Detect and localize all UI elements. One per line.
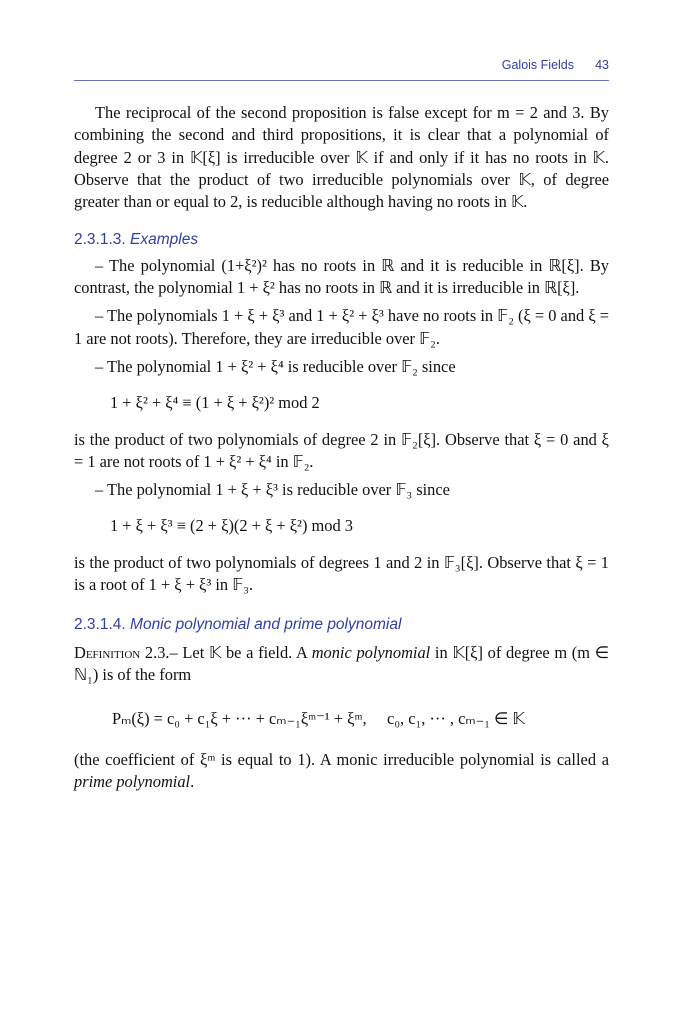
section-title: Monic polynomial and prime polynomial: [130, 616, 402, 634]
definition-text-start: Let 𝕂 be a field. A: [177, 642, 312, 662]
closing-text-end: .: [190, 771, 195, 791]
section-number: 2.3.1.4.: [74, 616, 126, 634]
definition-text-end: in 𝕂[ξ] of degree m (m ∈ ℕ₁) is of the form: [74, 642, 609, 684]
definition-number: 2.3.–: [140, 642, 178, 662]
section-heading-monic: [74, 614, 609, 636]
section-number: 2.3.1.3.: [74, 231, 126, 249]
closing-text-start: (the coefficient of ξᵐ is equal to 1). A monic irreducible polynomial is called a: [74, 749, 609, 769]
section-heading-examples: [74, 229, 609, 251]
example-4-formula: 1 + ξ + ξ³ ≡ (2 + ξ)(2 + ξ + ξ²) mod 3: [110, 516, 353, 536]
example-3-conclusion: is the product of two polynomials of degree 2 in 𝔽₂[ξ]. Observe that ξ = 0 and ξ = 1 are not roots of 1 + ξ² + ξ⁴ in 𝔽₂.: [74, 429, 609, 471]
page-body: [74, 102, 609, 793]
definition-paragraph: [74, 642, 609, 687]
example-3-intro: – The polynomial 1 + ξ² + ξ⁴ is reducible over 𝔽₂ since: [95, 356, 456, 376]
definition-formula: Pₘ(ξ) = c₀ + c₁ξ + ··· + cₘ₋₁ξᵐ⁻¹ + ξᵐ, c₀, c₁, ··· , cₘ₋₁ ∈ 𝕂: [112, 709, 525, 729]
example-2: – The polynomials 1 + ξ + ξ³ and 1 + ξ² + ξ³ have no roots in 𝔽₂ (ξ = 0 and ξ = 1 are not roots). Therefore, they are irreducible over 𝔽₂.: [74, 306, 609, 348]
intro-paragraph: The reciprocal of the second proposition is false except for m = 2 and 3. By combining the second and third propositions, it is clear that a polynomial of degree 2 or 3 in 𝕂[ξ] is irreducible over 𝕂 if and only if it has no roots in 𝕂. Observe that the product of two irreducible polynomials over 𝕂, of degree greater than or equal to 2, is reducible although having no roots in 𝕂.: [74, 103, 609, 212]
running-header: [74, 56, 609, 81]
closing-term: prime polynomial: [74, 771, 191, 791]
definition-label: Definition: [74, 642, 141, 662]
header-title: Galois Fields: [501, 58, 574, 72]
section-title: Examples: [130, 231, 199, 249]
closing-paragraph: [74, 749, 609, 794]
example-3-formula: 1 + ξ² + ξ⁴ ≡ (1 + ξ + ξ²)² mod 2: [110, 393, 320, 413]
example-4-conclusion: is the product of two polynomials of degrees 1 and 2 in 𝔽₃[ξ]. Observe that ξ = 1 is a root of 1 + ξ + ξ³ in 𝔽₃.: [74, 552, 609, 595]
example-4-intro: – The polynomial 1 + ξ + ξ³ is reducible over 𝔽₃ since: [95, 480, 450, 500]
definition-term: monic polynomial: [311, 642, 431, 662]
example-1: – The polynomial (1+ξ²)² has no roots in ℝ and it is reducible in ℝ[ξ]. By contrast, the polynomial 1 + ξ² has no roots in ℝ and it is irreducible in ℝ[ξ].: [74, 255, 609, 298]
page-number: 43: [595, 58, 609, 72]
